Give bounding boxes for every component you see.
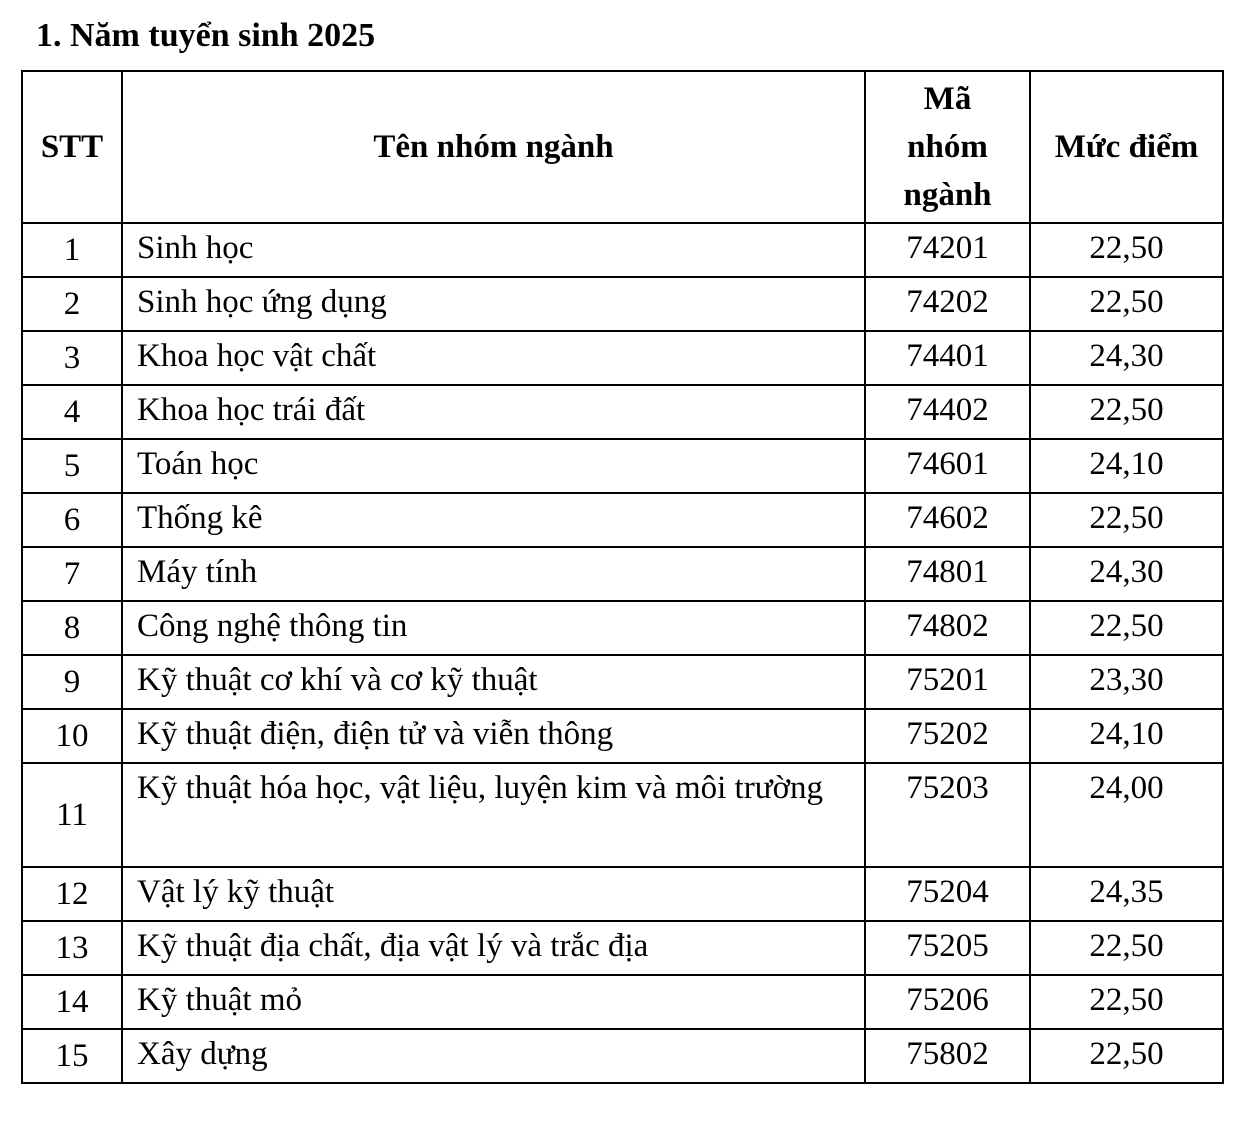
table-row [22,547,1223,601]
header-score: Mức điểm [1030,71,1223,223]
row-code: 75802 [865,1029,1030,1083]
row-stt: 14 [22,975,122,1029]
row-name: Khoa học vật chất [122,331,865,385]
row-score: 24,10 [1030,709,1223,763]
row-name: Sinh học [122,223,865,277]
row-stt: 8 [22,601,122,655]
table-row [22,921,1223,975]
row-name: Sinh học ứng dụng [122,277,865,331]
row-stt: 10 [22,709,122,763]
header-stt: STT [22,71,122,223]
row-code: 74402 [865,385,1030,439]
row-code: 74601 [865,439,1030,493]
row-score: 24,00 [1030,763,1223,867]
row-score: 22,50 [1030,385,1223,439]
row-score: 24,10 [1030,439,1223,493]
row-stt: 9 [22,655,122,709]
row-stt: 6 [22,493,122,547]
table-row [22,331,1223,385]
row-name: Kỹ thuật mỏ [122,975,865,1029]
row-score: 22,50 [1030,1029,1223,1083]
table-row [22,493,1223,547]
section-heading: 1. Năm tuyển sinh 2025 [36,17,376,54]
table-row [22,655,1223,709]
row-code: 74202 [865,277,1030,331]
table-header-row [22,71,1223,223]
row-name: Kỹ thuật điện, điện tử và viễn thông [122,709,865,763]
admission-score-table [21,70,1224,1084]
row-stt: 12 [22,867,122,921]
table-row [22,975,1223,1029]
row-code: 74802 [865,601,1030,655]
header-code-text: Mã nhóm ngành [903,81,992,213]
row-code: 75203 [865,763,1030,867]
row-score: 22,50 [1030,277,1223,331]
row-name: Máy tính [122,547,865,601]
row-code: 75204 [865,867,1030,921]
table-body [22,223,1223,1083]
row-score: 22,50 [1030,223,1223,277]
row-score: 22,50 [1030,975,1223,1029]
row-name: Thống kê [122,493,865,547]
table-row [22,223,1223,277]
row-score: 22,50 [1030,921,1223,975]
row-stt: 11 [22,763,122,867]
row-code: 75202 [865,709,1030,763]
table-row [22,1029,1223,1083]
row-stt: 4 [22,385,122,439]
row-stt: 13 [22,921,122,975]
table-row [22,763,1223,867]
row-stt: 3 [22,331,122,385]
row-score: 23,30 [1030,655,1223,709]
table-row [22,867,1223,921]
row-score: 22,50 [1030,601,1223,655]
table-row [22,385,1223,439]
table-row [22,709,1223,763]
row-name: Khoa học trái đất [122,385,865,439]
row-name: Kỹ thuật cơ khí và cơ kỹ thuật [122,655,865,709]
row-code: 75205 [865,921,1030,975]
table-row [22,439,1223,493]
header-code [865,71,1030,223]
row-code: 75206 [865,975,1030,1029]
row-name: Xây dựng [122,1029,865,1083]
row-score: 22,50 [1030,493,1223,547]
row-stt: 1 [22,223,122,277]
row-code: 74602 [865,493,1030,547]
row-score: 24,30 [1030,547,1223,601]
row-code: 74801 [865,547,1030,601]
table-row [22,277,1223,331]
row-name: Kỹ thuật địa chất, địa vật lý và trắc địa [122,921,865,975]
row-stt: 5 [22,439,122,493]
row-code: 74201 [865,223,1030,277]
table-row [22,601,1223,655]
row-name: Toán học [122,439,865,493]
row-name: Kỹ thuật hóa học, vật liệu, luyện kim và môi trường [122,763,865,867]
row-score: 24,30 [1030,331,1223,385]
row-stt: 7 [22,547,122,601]
row-name: Công nghệ thông tin [122,601,865,655]
row-code: 75201 [865,655,1030,709]
row-name: Vật lý kỹ thuật [122,867,865,921]
row-stt: 2 [22,277,122,331]
row-score: 24,35 [1030,867,1223,921]
row-stt: 15 [22,1029,122,1083]
row-code: 74401 [865,331,1030,385]
header-name: Tên nhóm ngành [122,71,865,223]
